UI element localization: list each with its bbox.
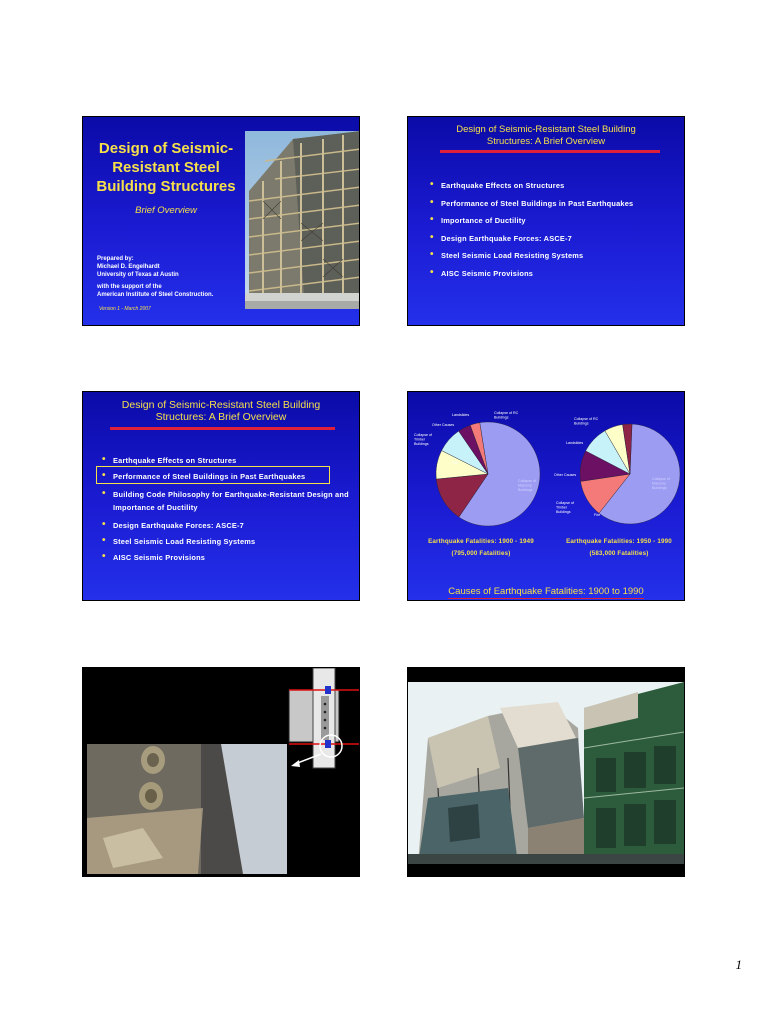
slide-3 xyxy=(82,391,360,601)
pie-slice-label: Fire xyxy=(452,461,459,465)
pie-slice-label: Collapse of RC Buildings xyxy=(494,411,519,420)
pie-slice-label: Landslides xyxy=(566,441,584,445)
fatality-pie-charts xyxy=(408,392,684,542)
bullet-item: • Steel Seismic Load Resisting Systems xyxy=(428,251,678,260)
pie-slice-label: Other Causes xyxy=(432,423,455,427)
title-underline xyxy=(110,427,335,430)
chart-2-subtitle: (583,000 Fatalities) xyxy=(589,550,649,557)
slide-2-title: Design of Seismic-Resistant Steel Building Structures: A Brief Overview xyxy=(456,124,636,147)
pie-slice-label: Fire xyxy=(594,513,601,517)
bullet-item: • Steel Seismic Load Resisting Systems xyxy=(100,537,352,546)
support-line-2: American Institute of Steel Construction. xyxy=(97,292,214,298)
collapsed-buildings-photo xyxy=(408,668,684,876)
pie-slice-label: Landslides xyxy=(452,413,470,417)
bullet-item: • Importance of Ductility xyxy=(428,216,678,225)
slide-3-title: Design of Seismic-Resistant Steel Building Structures: A Brief Overview xyxy=(121,399,321,423)
page-number: 1 xyxy=(735,957,742,972)
slide-4-caption: Causes of Earthquake Fatalities: 1900 to 1990 xyxy=(448,586,644,597)
prepared-by-label: Prepared by: xyxy=(97,256,134,262)
pie-chart-1900-1949 xyxy=(436,422,540,526)
chart-title-1900-1949 xyxy=(416,538,546,557)
slide-1-credits xyxy=(97,255,213,299)
damaged-connection-photo xyxy=(83,668,359,876)
author-name: Michael D. Engelhardt xyxy=(97,264,160,270)
slide-1-subtitle: Brief Overview xyxy=(135,205,197,216)
slide-4 xyxy=(407,391,685,601)
pie-slice-label: Other Causes xyxy=(554,473,577,477)
slide-3-bullet-list xyxy=(100,456,352,562)
steel-building-photo xyxy=(245,131,360,309)
bullet-item: • Earthquake Effects on Structures xyxy=(428,181,678,190)
slide-5 xyxy=(82,667,360,877)
slide-1-title: Design of Seismic-Resistant Steel Building Structures xyxy=(96,140,236,195)
pie-slice-label: Collapse of Timber Buildings xyxy=(414,433,432,446)
bullet-item: • AISC Seismic Provisions xyxy=(100,553,352,562)
chart-1-subtitle: (795,000 Fatalities) xyxy=(451,550,511,557)
bullet-item: • Performance of Steel Buildings in Past Earthquakes xyxy=(428,199,678,208)
pie-slice-label: Collapse of Masonry Buildings xyxy=(518,479,536,492)
pie-chart-1950-1990 xyxy=(580,424,680,524)
title-underline xyxy=(440,150,660,153)
slide-1 xyxy=(82,116,360,326)
slide-6 xyxy=(407,667,685,877)
chart-2-title: Earthquake Fatalities: 1950 - 1990 xyxy=(566,538,672,545)
bullet-item: • Earthquake Effects on Structures xyxy=(100,456,352,465)
version-note: Version 1 - March 2007 xyxy=(99,306,151,312)
bullet-item: • Design Earthquake Forces: ASCE-7 xyxy=(428,234,678,243)
chart-1-title: Earthquake Fatalities: 1900 - 1949 xyxy=(428,538,534,545)
slide-2 xyxy=(407,116,685,326)
chart-title-1950-1990 xyxy=(554,538,684,557)
bullet-item: • Building Code Philosophy for Earthquake-Resistant Design and Importance of Ductility xyxy=(100,488,352,514)
support-line-1: with the support of the xyxy=(97,284,162,290)
bullet-item: • Performance of Steel Buildings in Past Earthquakes xyxy=(100,472,352,481)
slide-2-bullet-list xyxy=(428,181,678,278)
bullet-item: • AISC Seismic Provisions xyxy=(428,269,678,278)
pie-slice-label: Collapse of RC Buildings xyxy=(574,417,599,426)
pie-slice-label: Collapse of Masonry Buildings xyxy=(652,477,670,490)
pie-slice-label: Collapse of Timber Buildings xyxy=(556,501,574,514)
bullet-item: • Design Earthquake Forces: ASCE-7 xyxy=(100,521,352,530)
author-university: University of Texas at Austin xyxy=(97,272,179,278)
